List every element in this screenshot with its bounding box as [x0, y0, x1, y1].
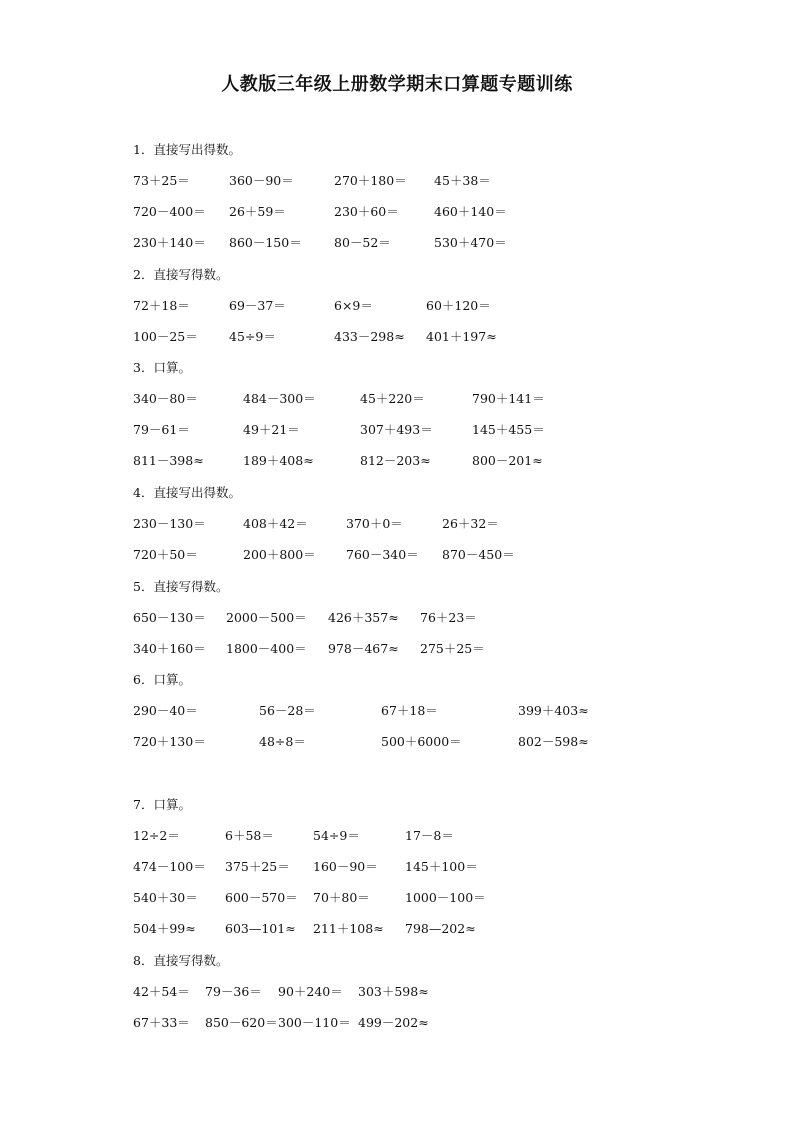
arithmetic-problem: 1800－400＝ — [226, 641, 307, 656]
arithmetic-problem: 860－150＝ — [229, 235, 302, 250]
arithmetic-problem: 720＋50＝ — [133, 547, 198, 562]
arithmetic-problem: 340＋160＝ — [133, 641, 206, 656]
arithmetic-problem: 2000－500＝ — [226, 610, 307, 625]
arithmetic-problem: 270＋180＝ — [334, 173, 407, 188]
arithmetic-problem: 1000－100＝ — [405, 890, 486, 905]
arithmetic-problem: 600－570＝ — [225, 890, 298, 905]
arithmetic-problem: 6＋58＝ — [225, 828, 274, 843]
problem-row — [0, 701, 794, 721]
arithmetic-problem: 76＋23＝ — [420, 610, 477, 625]
page-title: 人教版三年级上册数学期末口算题专题训练 — [221, 74, 573, 95]
arithmetic-problem: 870－450＝ — [442, 547, 515, 562]
arithmetic-problem: 26＋32＝ — [442, 516, 499, 531]
problem-row — [0, 327, 794, 347]
arithmetic-problem: 72＋18＝ — [133, 298, 190, 313]
problem-row — [0, 1013, 794, 1033]
problem-row — [0, 202, 794, 222]
section-heading: 7．口算。 — [133, 797, 191, 812]
arithmetic-problem: 500＋6000＝ — [381, 734, 462, 749]
arithmetic-problem: 56－28＝ — [259, 703, 316, 718]
problem-row — [0, 608, 794, 628]
arithmetic-problem: 69－37＝ — [229, 298, 286, 313]
arithmetic-problem: 300－110＝ — [278, 1015, 351, 1030]
arithmetic-problem: 978－467≈ — [328, 641, 399, 656]
arithmetic-problem: 399＋403≈ — [518, 703, 589, 718]
arithmetic-problem: 90＋240＝ — [278, 984, 343, 999]
arithmetic-problem: 45＋38＝ — [434, 173, 491, 188]
arithmetic-problem: 811－398≈ — [133, 453, 204, 468]
arithmetic-problem: 370＋0＝ — [346, 516, 403, 531]
arithmetic-problem: 189＋408≈ — [243, 453, 314, 468]
arithmetic-problem: 79－61＝ — [133, 422, 190, 437]
arithmetic-problem: 474－100＝ — [133, 859, 206, 874]
arithmetic-problem: 340－80＝ — [133, 391, 198, 406]
arithmetic-problem: 211＋108≈ — [313, 921, 384, 936]
arithmetic-problem: 720＋130＝ — [133, 734, 206, 749]
arithmetic-problem: 54÷9＝ — [313, 828, 360, 843]
arithmetic-problem: 200＋800＝ — [243, 547, 316, 562]
arithmetic-problem: 60＋120＝ — [426, 298, 491, 313]
arithmetic-problem: 42＋54＝ — [133, 984, 190, 999]
problem-row — [0, 732, 794, 752]
arithmetic-problem: 26＋59＝ — [229, 204, 286, 219]
section-heading: 6．口算。 — [133, 672, 191, 687]
problem-row — [0, 514, 794, 534]
arithmetic-problem: 375＋25＝ — [225, 859, 290, 874]
problem-row — [0, 233, 794, 253]
arithmetic-problem: 67＋18＝ — [381, 703, 438, 718]
arithmetic-problem: 401＋197≈ — [426, 329, 497, 344]
arithmetic-problem: 760－340＝ — [346, 547, 419, 562]
arithmetic-problem: 145＋455＝ — [472, 422, 545, 437]
arithmetic-problem: 504＋99≈ — [133, 921, 196, 936]
arithmetic-problem: 603—101≈ — [225, 921, 296, 936]
problem-row — [0, 888, 794, 908]
arithmetic-problem: 290－40＝ — [133, 703, 198, 718]
arithmetic-problem: 100－25＝ — [133, 329, 198, 344]
arithmetic-problem: 484－300＝ — [243, 391, 316, 406]
section-heading: 1．直接写出得数。 — [133, 142, 241, 157]
problem-row — [0, 389, 794, 409]
arithmetic-problem: 460＋140＝ — [434, 204, 507, 219]
problem-row — [0, 451, 794, 471]
arithmetic-problem: 6×9＝ — [334, 298, 373, 313]
arithmetic-problem: 67＋33＝ — [133, 1015, 190, 1030]
arithmetic-problem: 230＋140＝ — [133, 235, 206, 250]
arithmetic-problem: 812－203≈ — [360, 453, 431, 468]
arithmetic-problem: 160－90＝ — [313, 859, 378, 874]
arithmetic-problem: 17－8＝ — [405, 828, 454, 843]
arithmetic-problem: 230－130＝ — [133, 516, 206, 531]
problem-row — [0, 982, 794, 1002]
section-heading: 5．直接写得数。 — [133, 579, 229, 594]
arithmetic-problem: 426＋357≈ — [328, 610, 399, 625]
arithmetic-problem: 540＋30＝ — [133, 890, 198, 905]
problem-row — [0, 171, 794, 191]
arithmetic-problem: 12÷2＝ — [133, 828, 180, 843]
arithmetic-problem: 790＋141＝ — [472, 391, 545, 406]
arithmetic-problem: 275＋25＝ — [420, 641, 485, 656]
arithmetic-problem: 408＋42＝ — [243, 516, 308, 531]
arithmetic-problem: 850－620＝ — [205, 1015, 278, 1030]
problem-row — [0, 639, 794, 659]
arithmetic-problem: 45＋220＝ — [360, 391, 425, 406]
arithmetic-problem: 48÷8＝ — [259, 734, 306, 749]
section-heading: 8．直接写得数。 — [133, 953, 229, 968]
arithmetic-problem: 802－598≈ — [518, 734, 589, 749]
problem-row — [0, 296, 794, 316]
problem-row — [0, 857, 794, 877]
problem-row — [0, 826, 794, 846]
arithmetic-problem: 720－400＝ — [133, 204, 206, 219]
arithmetic-problem: 650－130＝ — [133, 610, 206, 625]
section-heading: 2．直接写得数。 — [133, 267, 229, 282]
arithmetic-problem: 230＋60＝ — [334, 204, 399, 219]
arithmetic-problem: 798—202≈ — [405, 921, 476, 936]
arithmetic-problem: 70＋80＝ — [313, 890, 370, 905]
section-heading: 3．口算。 — [133, 360, 191, 375]
arithmetic-problem: 307＋493＝ — [360, 422, 433, 437]
problem-row — [0, 420, 794, 440]
arithmetic-problem: 800－201≈ — [472, 453, 543, 468]
problem-row — [0, 919, 794, 939]
arithmetic-problem: 530＋470＝ — [434, 235, 507, 250]
arithmetic-problem: 79－36＝ — [205, 984, 262, 999]
arithmetic-problem: 303＋598≈ — [358, 984, 429, 999]
arithmetic-problem: 49＋21＝ — [243, 422, 300, 437]
arithmetic-problem: 433－298≈ — [334, 329, 405, 344]
arithmetic-problem: 73＋25＝ — [133, 173, 190, 188]
arithmetic-problem: 360－90＝ — [229, 173, 294, 188]
problem-row — [0, 545, 794, 565]
arithmetic-problem: 80－52＝ — [334, 235, 391, 250]
arithmetic-problem: 45÷9＝ — [229, 329, 276, 344]
arithmetic-problem: 499－202≈ — [358, 1015, 429, 1030]
arithmetic-problem: 145＋100＝ — [405, 859, 478, 874]
section-heading: 4．直接写出得数。 — [133, 485, 241, 500]
